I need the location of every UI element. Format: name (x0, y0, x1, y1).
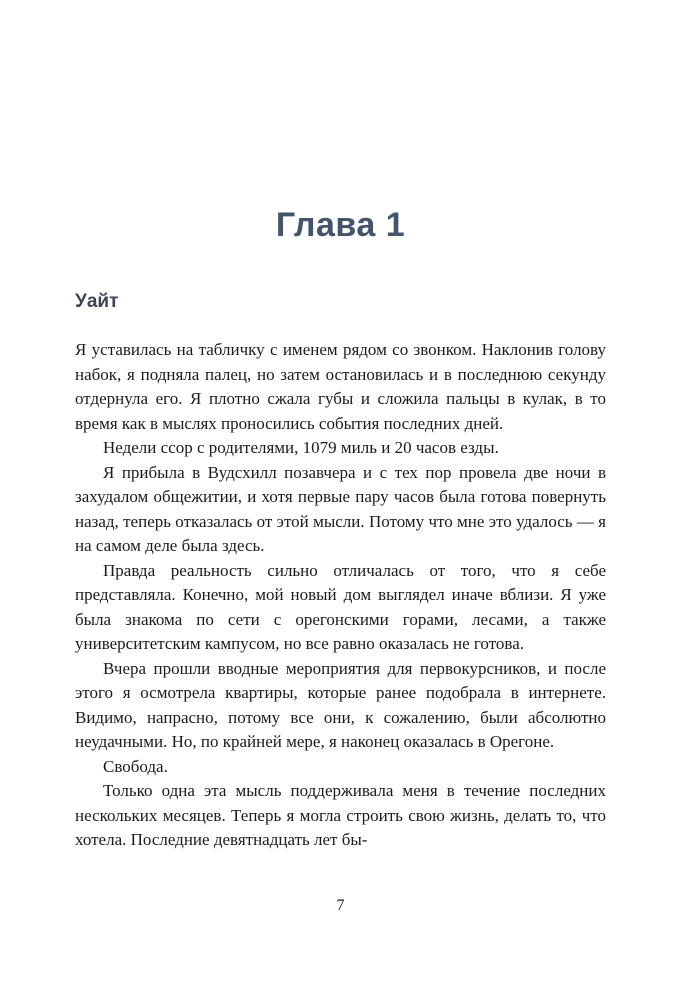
paragraph: Правда реальность сильно отличалась от того, что я себе представляла. Конечно, мой новый дом выглядел иначе вблизи. Я уже была знакома по сети с орегонскими горами, лесами, а также университетским кампусом, но все равно оказалась не готова. (75, 560, 606, 654)
paragraph: Свобода. (103, 756, 168, 776)
chapter-title: Глава 1 (275, 206, 406, 244)
paragraph: Только одна эта мысль поддерживала меня в течение последних нескольких месяцев. Теперь я могла строить свою жизнь, делать то, что хотела. Последние девятнадцать лет бы- (75, 781, 606, 850)
paragraph: Я прибыла в Вудсхилл позавчера и с тех пор провела две ночи в захудалом общежитии, и хотя первые пару часов была готова повернуть назад, теперь отказалась от этой мысли. Потому что мне это удалось — я на самом деле была здесь. (75, 462, 606, 556)
body-text (75, 338, 606, 853)
paragraph: Недели ссор с родителями, 1079 миль и 20 часов езды. (103, 438, 499, 458)
page-number: 7 (336, 897, 345, 914)
paragraph: Я уставилась на табличку с именем рядом со звонком. Наклонив голову набок, я подняла палец, но затем остановилась и в последнюю секунду отдернула его. Я плотно сжала губы и сложила пальцы в кулак, в то время как в мыслях проносились события последних дней. (75, 340, 606, 433)
paragraph: Вчера прошли вводные мероприятия для первокурсников, и после этого я осмотрела квартиры, которые ранее подобрала в интернете. Видимо, напрасно, потому все они, к сожалению, были абсолютно неудачными. Но, по крайней мере, я наконец оказалась в Орегоне. (75, 658, 606, 752)
section-heading: Уайт (75, 291, 119, 313)
